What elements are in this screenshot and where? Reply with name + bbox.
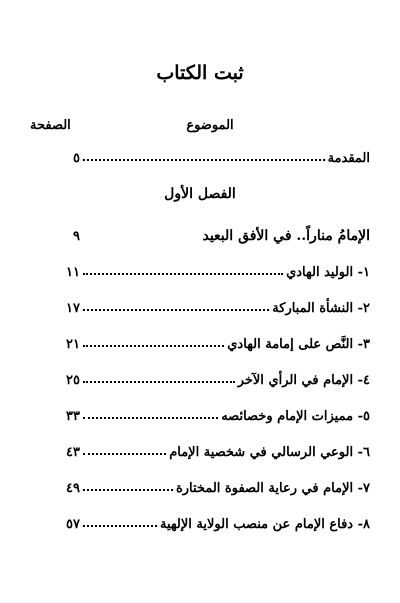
page-title: ثبت الكتاب [156,62,244,84]
toc-entry-label: ١- الوليد الهادي [286,265,370,280]
toc-entry-label: ٢- النشأة المباركة [272,301,370,316]
toc-entry-page: ٢١ [66,337,80,352]
toc-entry-label: ٣- النَّص على إمامة الهادي [227,337,370,352]
leader-dots [83,381,235,383]
toc-entry [26,366,370,388]
toc-entry-page: ٥ [73,151,80,166]
leader-dots [83,417,218,419]
leader-dots [83,309,269,311]
leader-dots [83,489,173,491]
chapter-title: الإمامُ مناراً.. في الأفق البعيد [202,228,370,244]
leader-dots [83,525,157,527]
toc-entry [26,402,370,424]
toc-entry-page: ٤٣ [66,445,80,460]
toc-entry-label: ٧- الإمام في رعاية الصفوة المختارة [175,481,370,496]
chapter-title-page: ٩ [73,229,80,244]
toc-entry-page: ٢٥ [66,373,80,388]
toc-entry [26,294,370,316]
toc-entry [26,438,370,460]
subject-column-header: الموضوع [186,118,234,133]
toc-entry [26,474,370,496]
toc-entry-label: المقدمة [327,151,370,166]
toc-entry [26,510,370,532]
toc-entry-label: ٤- الإمام في الرأي الآخر [237,373,370,388]
toc-entry-page: ٥٧ [66,517,80,532]
toc-entry [26,258,370,280]
toc-entry-label: ٨- دفاع الإمام عن منصب الولاية الإلهية [160,517,370,532]
toc-entry-page: ٣٣ [66,409,80,424]
toc-entry-page: ١١ [66,265,80,280]
chapter-heading: الفصل الأول [164,186,236,202]
toc-entry-intro [26,144,370,166]
toc-entry-page: ١٧ [66,301,80,316]
leader-dots [83,273,283,275]
toc-entry [26,330,370,352]
toc-entry-page: ٤٩ [66,481,80,496]
page-column-header: الصفحة [30,118,71,133]
chapter-title-entry [26,222,370,244]
toc-entry-label: ٥- مميزات الإمام وخصائصه [221,409,370,424]
leader-dots [83,159,325,161]
leader-dots [83,453,166,455]
toc-entry-label: ٦- الوعي الرسالي في شخصية الإمام [169,445,370,460]
leader-dots [83,345,224,347]
